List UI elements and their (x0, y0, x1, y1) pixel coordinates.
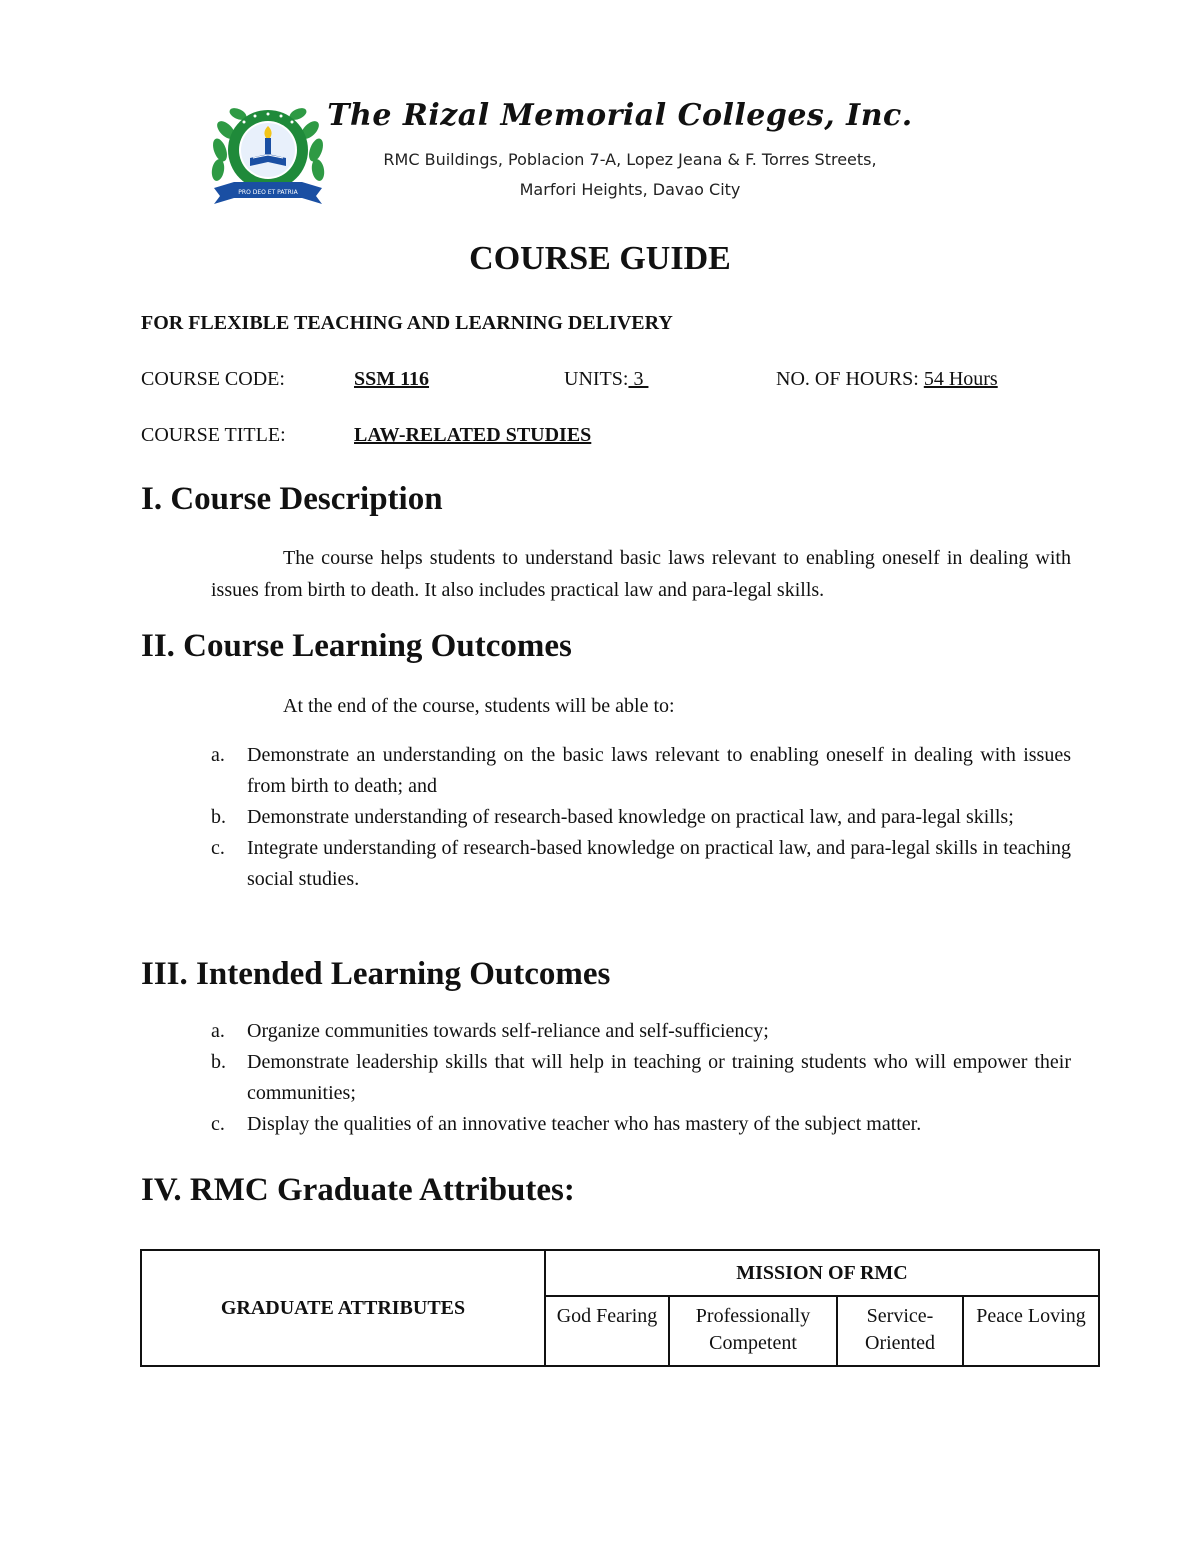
address-line-2: Marfori Heights, Davao City (519, 180, 741, 199)
section-heading-clo: II. Course Learning Outcomes (141, 628, 572, 664)
mission-professionally-competent: Professionally Competent (669, 1296, 837, 1366)
address-line-1: RMC Buildings, Poblacion 7-A, Lopez Jeana & F. Torres Streets, (383, 150, 877, 169)
mission-peace-loving: Peace Loving (963, 1296, 1099, 1366)
section-heading-ilo: III. Intended Learning Outcomes (141, 956, 611, 992)
course-description: The course helps students to understand basic laws relevant to enabling oneself in dealing with issues from birth to death. It also includes practical law and para-legal skills. (211, 547, 1071, 601)
course-code-label: COURSE CODE: (141, 368, 285, 390)
page-subtitle: FOR FLEXIBLE TEACHING AND LEARNING DELIVERY (141, 312, 673, 334)
hours-field (776, 368, 998, 391)
institution-name: The Rizal Memorial Colleges, Inc. (327, 98, 913, 133)
mission-service-oriented: Service-Oriented (837, 1296, 963, 1366)
units-field (564, 368, 648, 391)
course-code-value: SSM 116 (354, 368, 430, 390)
list-item: b. Demonstrate understanding of research-based knowledge on practical law, and para-legal skills; (211, 806, 1014, 828)
page-title: COURSE GUIDE (469, 240, 731, 277)
clo-list (211, 740, 1071, 895)
section-heading-attributes: IV. RMC Graduate Attributes: (141, 1172, 575, 1208)
section-heading-description: I. Course Description (141, 481, 443, 517)
graduate-attributes-table (140, 1249, 1100, 1367)
list-item: c. Display the qualities of an innovative teacher who has mastery of the subject matter. (211, 1113, 922, 1135)
units-value: 3 (628, 368, 649, 390)
logo-motto: PRO DEO ET PATRIA (238, 189, 298, 196)
hours-value: 54 Hours (923, 368, 998, 390)
table-header-attributes: GRADUATE ATTRIBUTES (141, 1250, 545, 1366)
ilo-list (211, 1016, 1071, 1140)
clo-intro: At the end of the course, students will be able to: (283, 695, 675, 717)
course-title-value: LAW-RELATED STUDIES (354, 424, 592, 446)
course-title-label: COURSE TITLE: (141, 424, 286, 446)
mission-god-fearing: God Fearing (545, 1296, 669, 1366)
list-item: a. Organize communities towards self-reliance and self-sufficiency; (211, 1020, 769, 1042)
list-item: a. Demonstrate an understanding on the basic laws relevant to enabling oneself in dealing with issues from birth to death; and (211, 744, 1071, 797)
hours-label: NO. OF HOURS: (776, 368, 919, 390)
list-item: b. Demonstrate leadership skills that will help in teaching or training students who will empower their communities; (211, 1051, 1071, 1104)
table-header-mission: MISSION OF RMC (545, 1250, 1099, 1296)
list-item: c. Integrate understanding of research-based knowledge on practical law, and para-legal skills in teaching social studies. (211, 837, 1071, 890)
units-label: UNITS: (564, 368, 629, 390)
